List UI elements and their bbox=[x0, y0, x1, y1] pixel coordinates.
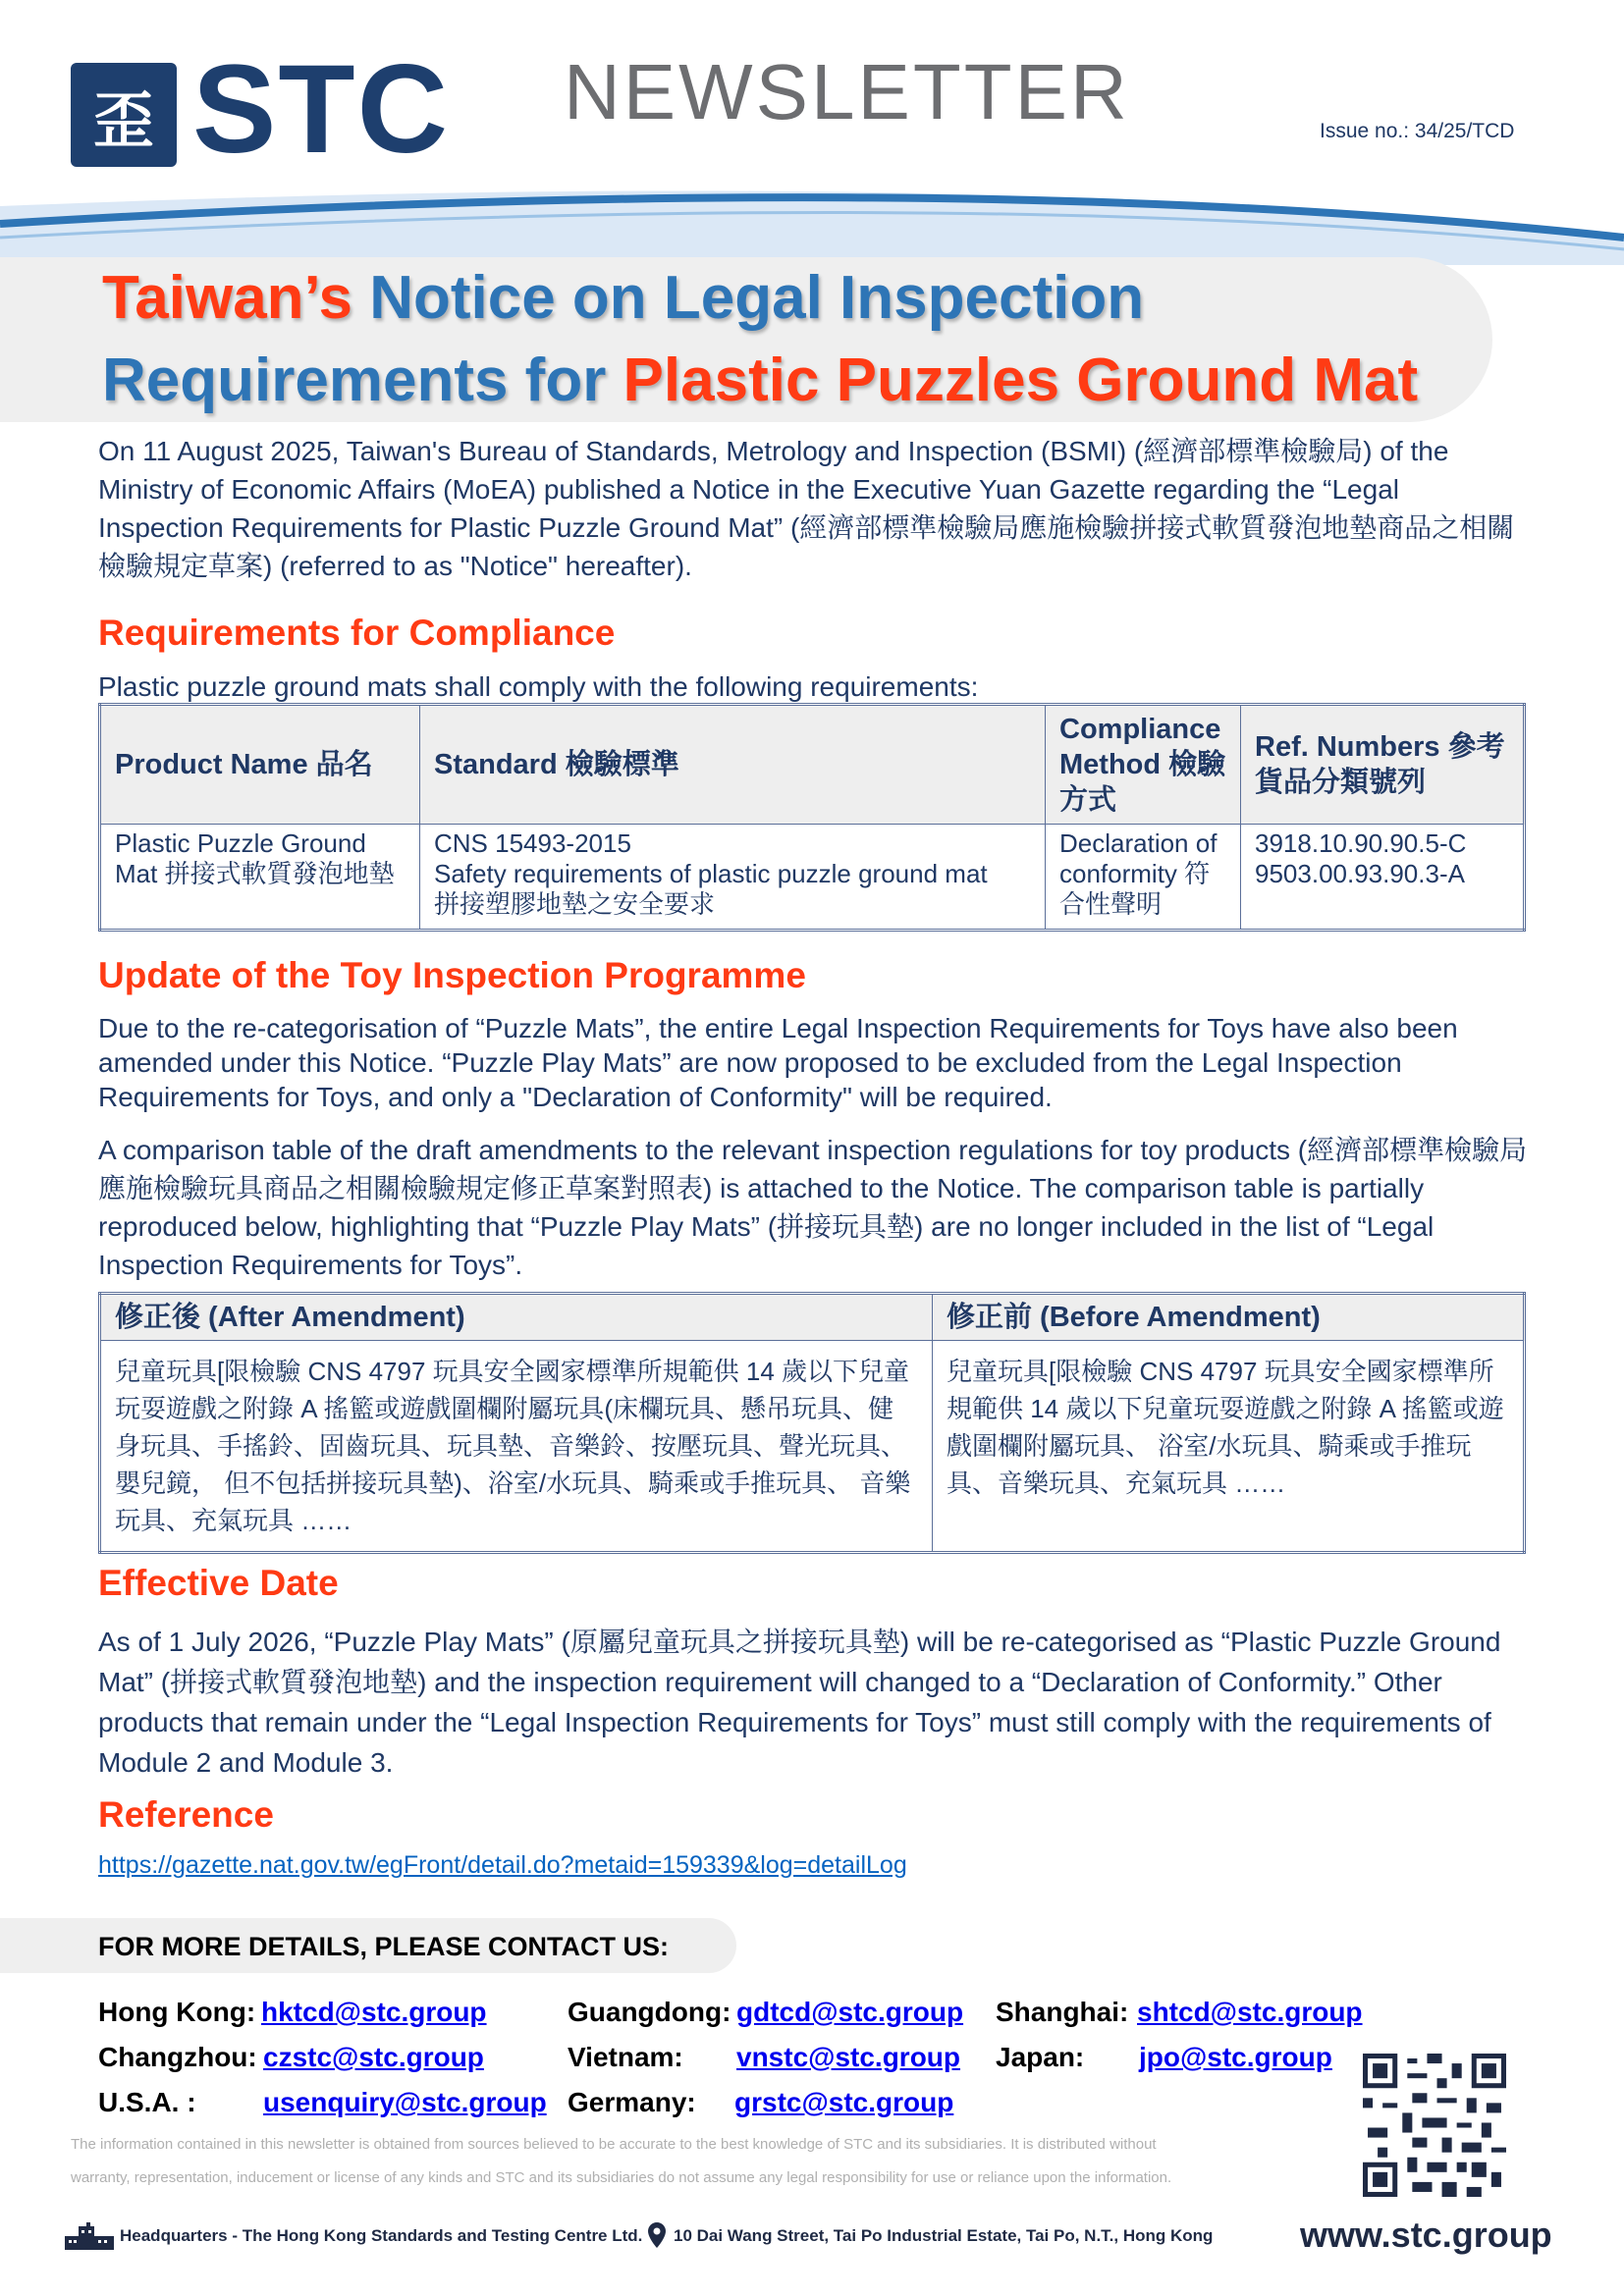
table-row bbox=[100, 825, 1525, 931]
compliance-table bbox=[98, 703, 1526, 932]
contact-label-vn: Vietnam: bbox=[568, 2042, 683, 2072]
standard-en: Safety requirements of plastic puzzle ground mat bbox=[434, 859, 988, 888]
col-product-name: Product Name 品名 bbox=[100, 705, 420, 825]
logo-glyph: 歪 bbox=[92, 83, 154, 156]
disclaimer-line-1: The information contained in this newsletter is obtained from sources believed to be accurate to the best knowledge of STC and its subsidiaries. It is distributed without bbox=[71, 2136, 1157, 2153]
standard-zh: 拼接塑膠地墊之安全要求 bbox=[434, 889, 716, 919]
update-paragraph-2: A comparison table of the draft amendments to the relevant inspection regulations for toy products (經濟部標準檢驗局應施檢驗玩具商品之相關檢驗規定修正草案對照表) is attached to the Notice. The comparison table is partially reproduced below, highlighting that “Puzzle Play Mats” (拼接玩具墊) are no longer included in the list of “Legal Inspection Requirements for Toys”. bbox=[98, 1135, 1528, 1280]
contact-email-jp[interactable]: jpo@stc.group bbox=[1139, 2042, 1332, 2072]
building-icon bbox=[65, 2222, 114, 2250]
cell-standard bbox=[420, 825, 1046, 931]
footer-website[interactable]: www.stc.group bbox=[1300, 2215, 1552, 2255]
intro-paragraph: On 11 August 2025, Taiwan's Bureau of Standards, Metrology and Inspection (BSMI) (經濟部標準檢驗局) of the Ministry of Economic Affairs (MoEA) published a Notice in the Executive Yuan Gazette regarding the “Legal Inspection Requirements for Plastic Puzzle Ground Mat” (經濟部標準檢驗局應施檢驗拼接式軟質發泡地墊商品之相關檢驗規定草案) (referred to as "Notice" hereafter). bbox=[98, 436, 1515, 581]
disclaimer bbox=[71, 2128, 1298, 2195]
contact-email-gd[interactable]: gdtcd@stc.group bbox=[736, 1997, 964, 2027]
amendment-table bbox=[98, 1292, 1526, 1554]
effective-heading: Effective Date bbox=[98, 1563, 339, 1603]
table-row bbox=[100, 1341, 1525, 1553]
col-standard: Standard 檢驗標準 bbox=[420, 705, 1046, 825]
cell-before-text: 兒童玩具[限檢驗 CNS 4797 玩具安全國家標準所規範供 14 歲以下兒童玩耍遊戲之附錄 A 搖籃或遊戲圍欄附屬玩具、 浴室/水玩具、騎乘或手推玩具、音樂玩具、充氣玩具 …… bbox=[933, 1341, 1525, 1553]
qr-code[interactable] bbox=[1363, 2054, 1506, 2197]
contact-label-gd: Guangdong: bbox=[568, 1997, 731, 2027]
cell-product: Plastic Puzzle Ground Mat 拼接式軟質發泡地墊 bbox=[100, 825, 420, 931]
newsletter-label: NEWSLETTER bbox=[564, 48, 1130, 135]
contact-email-vn[interactable]: vnstc@stc.group bbox=[736, 2042, 961, 2072]
compliance-heading: Requirements for Compliance bbox=[98, 613, 616, 653]
title-red-1: Taiwan’s bbox=[102, 264, 352, 332]
contact-email-hk[interactable]: hktcd@stc.group bbox=[261, 1997, 487, 2027]
ref-number-2: 9503.00.93.90.3-A bbox=[1255, 859, 1465, 888]
col-ref-numbers: Ref. Numbers 參考貨品分類號列 bbox=[1241, 705, 1525, 825]
update-heading: Update of the Toy Inspection Programme bbox=[98, 955, 806, 995]
compliance-lead: Plastic puzzle ground mats shall comply with the following requirements: bbox=[98, 671, 979, 702]
ref-number-1: 3918.10.90.90.5-C bbox=[1255, 828, 1467, 858]
contact-email-sh[interactable]: shtcd@stc.group bbox=[1137, 1997, 1363, 2027]
contact-label-jp: Japan: bbox=[996, 2042, 1085, 2072]
contact-email-de[interactable]: grstc@stc.group bbox=[734, 2087, 954, 2117]
header-swoosh bbox=[0, 177, 1624, 265]
col-compliance-method: Compliance Method 檢驗方式 bbox=[1046, 705, 1241, 825]
location-pin-icon bbox=[648, 2222, 666, 2248]
reference-heading: Reference bbox=[98, 1794, 274, 1835]
effective-paragraph: As of 1 July 2026, “Puzzle Play Mats” (原屬兒童玩具之拼接玩具墊) will be re-categorised as “Plastic Puzzle Ground Mat” (拼接式軟質發泡地墊) and the inspection requirement will changed to a “Declaration of Conformity.” Other products that remain under the “Legal Inspection Requirements for Toys” must still comply with the requirements of Module 2 and Module 3. bbox=[98, 1627, 1501, 1778]
update-paragraph-1: Due to the re-categorisation of “Puzzle Mats”, the entire Legal Inspection Requirements for Toys have also been amended under this Notice. “Puzzle Play Mats” are now proposed to be excluded from the Legal Inspection Requirements for Toys, and only a "Declaration of Conformity" will be required. bbox=[98, 1013, 1458, 1112]
cell-method: Declaration of conformity 符合性聲明 bbox=[1046, 825, 1241, 931]
contact-label-de: Germany: bbox=[568, 2087, 696, 2117]
logo-text: STC bbox=[192, 39, 450, 180]
contact-email-usa[interactable]: usenquiry@stc.group bbox=[263, 2087, 547, 2117]
disclaimer-line-2: warranty, representation, inducement or license of any kinds and STC and its subsidiaries do not assume any legal responsibility for use or reliance upon the information. bbox=[71, 2169, 1172, 2186]
contact-email-cz[interactable]: czstc@stc.group bbox=[263, 2042, 484, 2072]
col-after-amendment: 修正後 (After Amendment) bbox=[100, 1294, 933, 1341]
cell-ref bbox=[1241, 825, 1525, 931]
contact-label-usa: U.S.A. : bbox=[98, 2087, 196, 2117]
cell-after-text: 兒童玩具[限檢驗 CNS 4797 玩具安全國家標準所規範供 14 歲以下兒童玩耍遊戲之附錄 A 搖籃或遊戲圍欄附屬玩具(床欄玩具、懸吊玩具、健身玩具、手搖鈴、固齒玩具、玩具墊、音樂鈴、按壓玩具、聲光玩具、嬰兒鏡， 但不包括拼接玩具墊)、浴室/水玩具、騎乘或手推玩具、 音樂玩具、充氣玩具 …… bbox=[100, 1341, 933, 1553]
col-before-amendment: 修正前 (Before Amendment) bbox=[933, 1294, 1525, 1341]
contact-heading: FOR MORE DETAILS, PLEASE CONTACT US: bbox=[98, 1932, 670, 1961]
footer-hq: Headquarters - The Hong Kong Standards and Testing Centre Ltd. bbox=[120, 2226, 643, 2245]
title-blue-1: Notice on Legal Inspection bbox=[352, 264, 1145, 332]
title-red-2: Plastic Puzzles Ground Mat bbox=[623, 347, 1419, 414]
contact-label-sh: Shanghai: bbox=[996, 1997, 1129, 2027]
footer-address: 10 Dai Wang Street, Tai Po Industrial Estate, Tai Po, N.T., Hong Kong bbox=[674, 2226, 1214, 2245]
standard-code: CNS 15493-2015 bbox=[434, 828, 631, 858]
reference-link[interactable]: https://gazette.nat.gov.tw/egFront/detail.do?metaid=159339&log=detailLog bbox=[98, 1851, 907, 1879]
page-title bbox=[102, 257, 1418, 422]
issue-number: Issue no.: 34/25/TCD bbox=[1320, 120, 1515, 142]
contact-label-hk: Hong Kong: bbox=[98, 1997, 256, 2027]
title-blue-2: Requirements for bbox=[102, 347, 623, 414]
contact-label-cz: Changzhou: bbox=[98, 2042, 257, 2072]
